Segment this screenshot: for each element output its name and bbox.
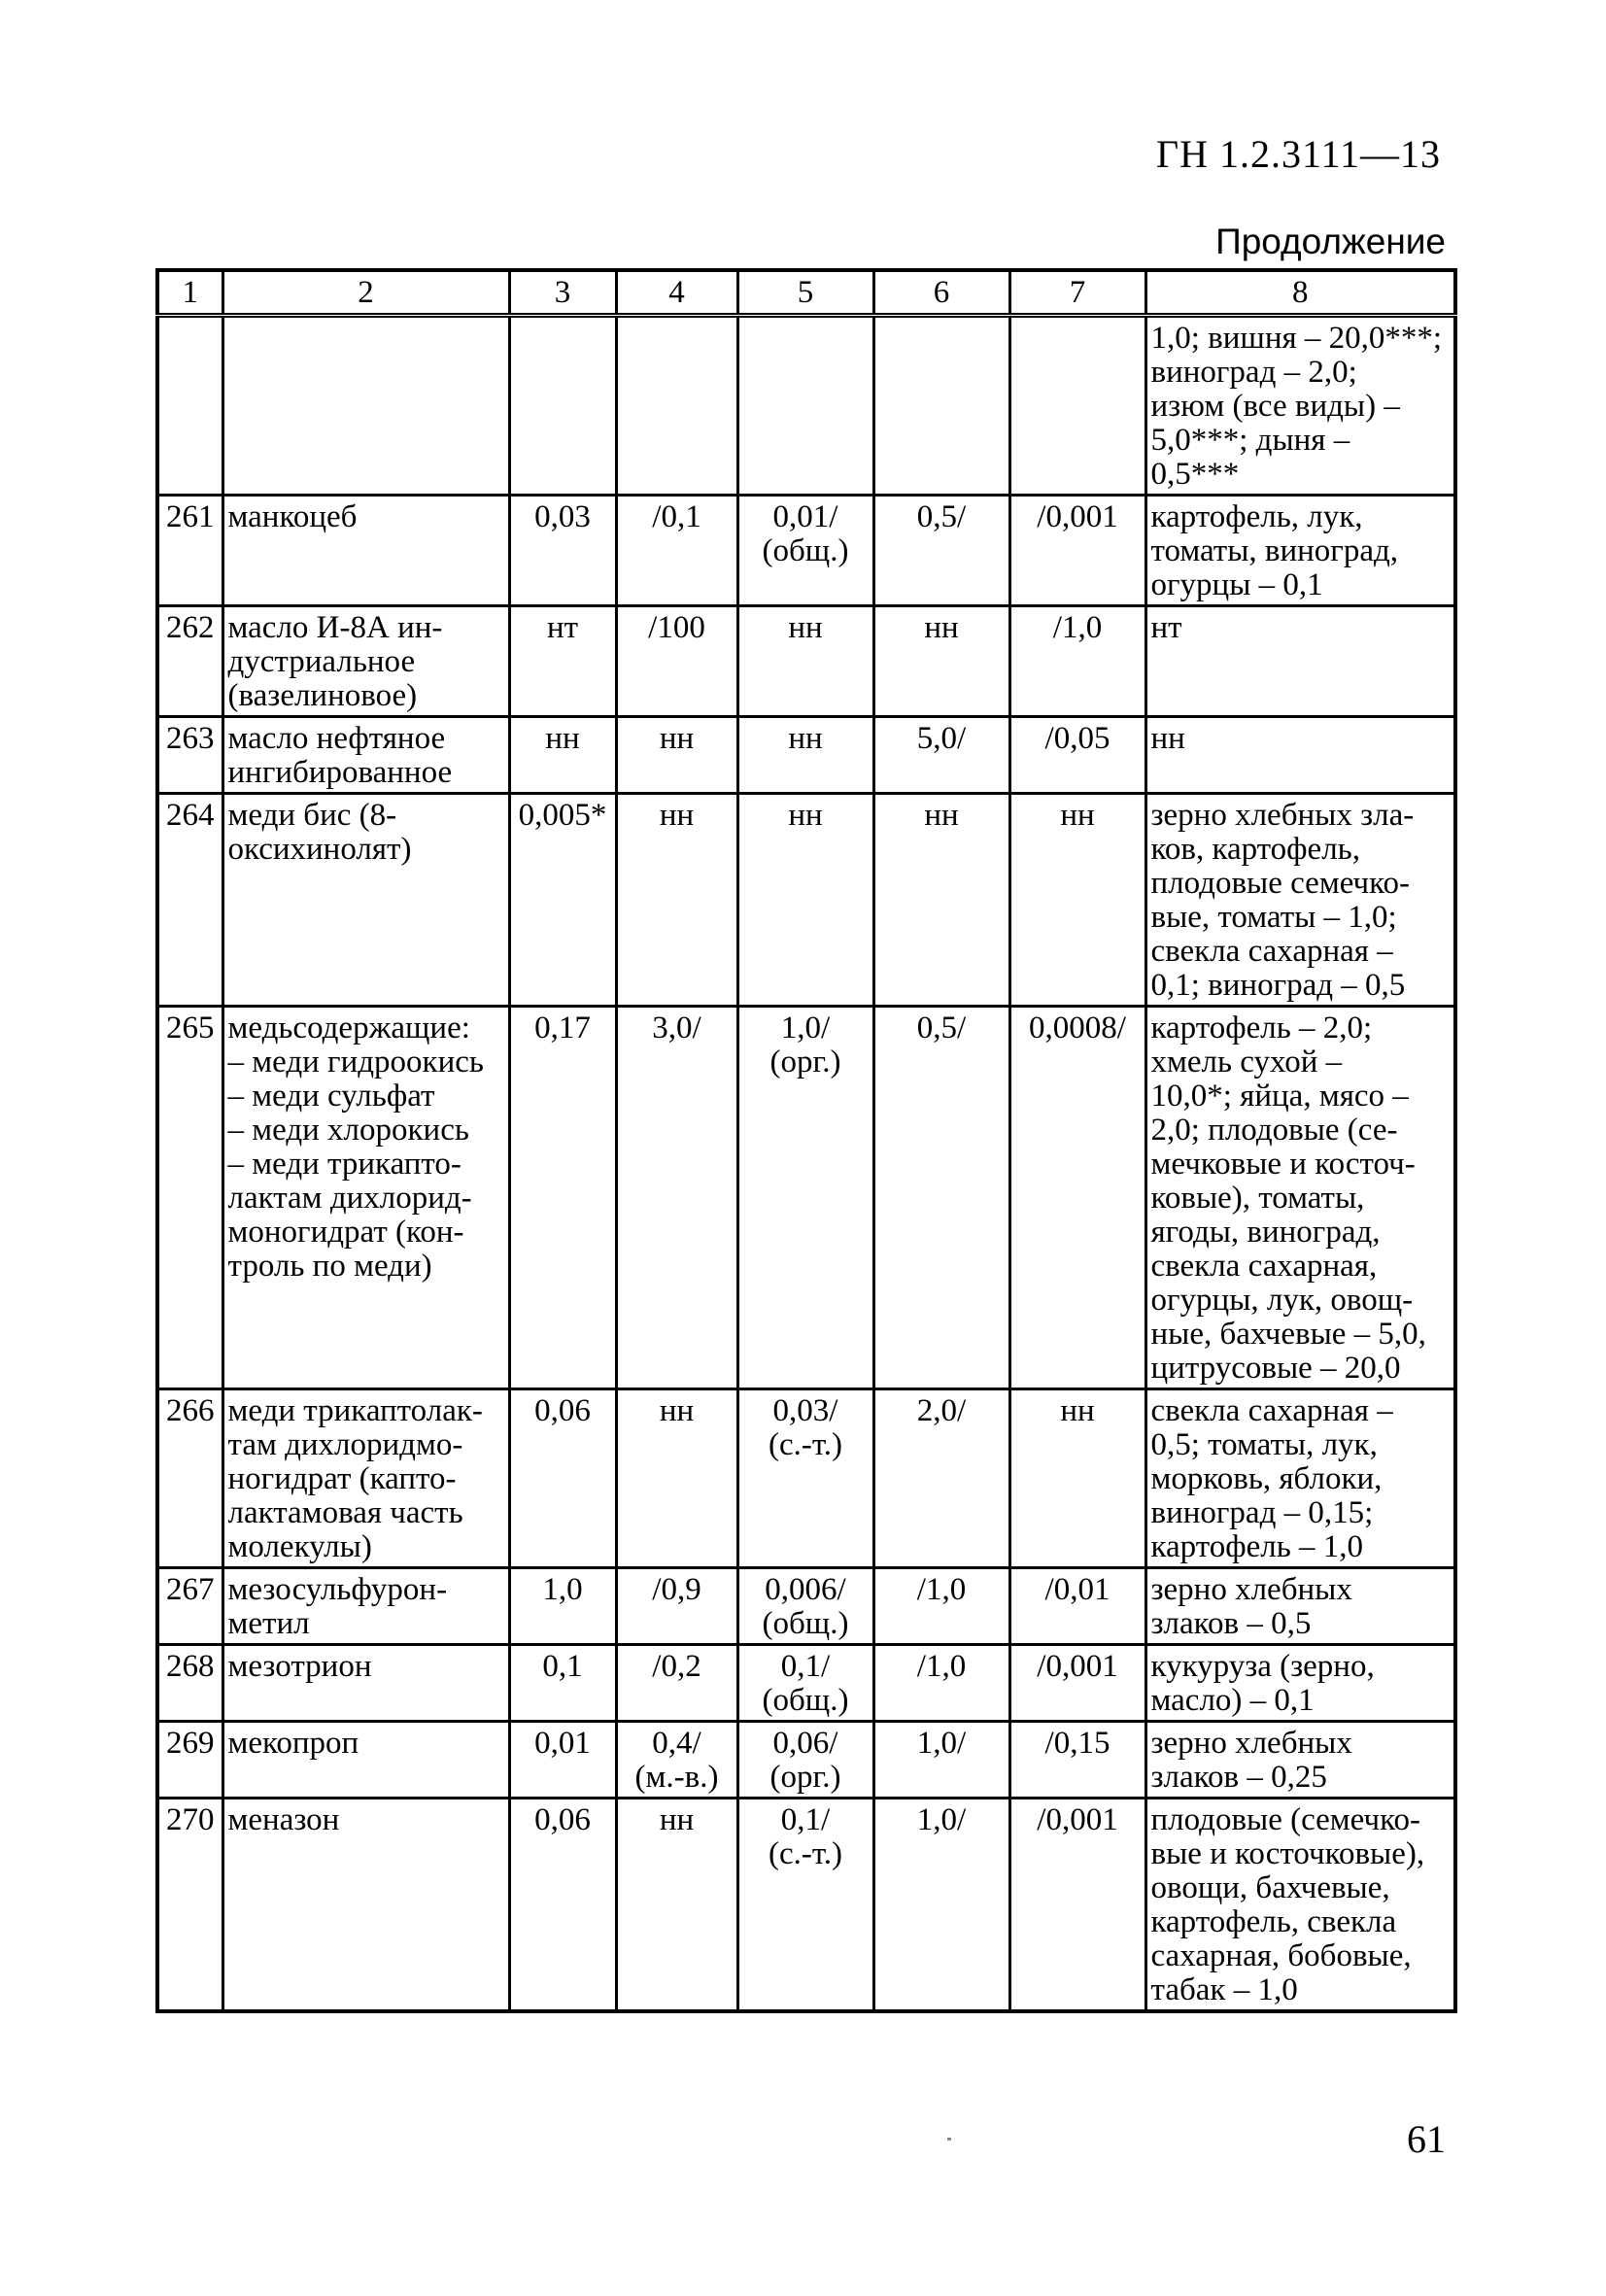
column-header: 7	[1009, 270, 1145, 316]
substance-name-cell: меди трикаптолак- там дихлоридмо- ногидрат (капто- лактамовая часть молекулы)	[222, 1389, 509, 1568]
column-header: 5	[737, 270, 873, 316]
table-cell: 0,06/ (орг.)	[737, 1722, 873, 1799]
substance-name-cell: мезотрион	[222, 1645, 509, 1722]
row-number-cell: 261	[157, 496, 222, 606]
table-cell: 0,01/ (общ.)	[737, 496, 873, 606]
table-cell: /0,001	[1009, 1799, 1145, 2012]
table-cell	[157, 316, 222, 496]
table-row	[157, 717, 1455, 794]
table-cell: /0,15	[1009, 1722, 1145, 1799]
row-number-cell: 270	[157, 1799, 222, 2012]
table-cell: /0,01	[1009, 1568, 1145, 1645]
table-cell: 1,0/	[873, 1799, 1009, 2012]
table-cell: /0,1	[616, 496, 737, 606]
page-number: 61	[1407, 2117, 1446, 2161]
row-number-cell: 267	[157, 1568, 222, 1645]
table-cell: 3,0/	[616, 1007, 737, 1389]
table-cell: 0,0008/	[1009, 1007, 1145, 1389]
row-number-cell: 266	[157, 1389, 222, 1568]
table-cell: 0,5/	[873, 496, 1009, 606]
table-row	[157, 1568, 1455, 1645]
table-row	[157, 1007, 1455, 1389]
residue-levels-cell: плодовые (семечко- вые и косточковые), овощи, бахчевые, картофель, свекла сахарная, бобовые, табак – 1,0	[1145, 1799, 1455, 2012]
residue-levels-cell: картофель, лук, томаты, виноград, огурцы – 0,1	[1145, 496, 1455, 606]
carry-over-row	[157, 316, 1455, 496]
column-header: 3	[509, 270, 616, 316]
residue-levels-cell: картофель – 2,0; хмель сухой – 10,0*; яйца, мясо – 2,0; плодовые (се- мечковые и косточ- ковые), томаты, ягоды, виноград, свекла сахарная, огурцы, лук, овощ- ные, бахчевые – 5,0, цитрусовые – 20,0	[1145, 1007, 1455, 1389]
scan-speck	[947, 2138, 951, 2141]
residue-levels-cell: зерно хлебных зла- ков, картофель, плодовые семечко- вые, томаты – 1,0; свекла сахарная – 0,1; виноград – 0,5	[1145, 794, 1455, 1007]
table-cell	[222, 316, 509, 496]
table-cell: /100	[616, 606, 737, 717]
row-number-cell: 263	[157, 717, 222, 794]
table-cell: /0,001	[1009, 496, 1145, 606]
residue-levels-cell: нт	[1145, 606, 1455, 717]
table-row	[157, 794, 1455, 1007]
column-header: 2	[222, 270, 509, 316]
table-cell: 0,03	[509, 496, 616, 606]
table-cell: нн	[873, 794, 1009, 1007]
table-row	[157, 1645, 1455, 1722]
table-cell: /0,2	[616, 1645, 737, 1722]
table-cell: 0,4/ (м.-в.)	[616, 1722, 737, 1799]
table-cell: 0,006/ (общ.)	[737, 1568, 873, 1645]
table-cell: 0,1	[509, 1645, 616, 1722]
table-cell	[737, 316, 873, 496]
column-header: 1	[157, 270, 222, 316]
substance-name-cell: меди бис (8- оксихинолят)	[222, 794, 509, 1007]
table-cell: 0,005*	[509, 794, 616, 1007]
table-cell: /0,9	[616, 1568, 737, 1645]
table-cell: нн	[1009, 794, 1145, 1007]
table-cell	[873, 316, 1009, 496]
table-row	[157, 606, 1455, 717]
column-header: 6	[873, 270, 1009, 316]
table-cell: /1,0	[1009, 606, 1145, 717]
table-cell: /0,001	[1009, 1645, 1145, 1722]
table-cell: 0,17	[509, 1007, 616, 1389]
table-cell: нн	[873, 606, 1009, 717]
table-cell: 1,0/	[873, 1722, 1009, 1799]
table-cell: нн	[737, 606, 873, 717]
residue-levels-cell: зерно хлебных злаков – 0,25	[1145, 1722, 1455, 1799]
row-number-cell: 264	[157, 794, 222, 1007]
table-cell	[1009, 316, 1145, 496]
table-cell	[509, 316, 616, 496]
table-row	[157, 496, 1455, 606]
row-number-cell: 265	[157, 1007, 222, 1389]
table-cell: нн	[616, 717, 737, 794]
table-cell: 0,1/ (с.-т.)	[737, 1799, 873, 2012]
table-cell: нн	[1009, 1389, 1145, 1568]
table-cell: 0,06	[509, 1389, 616, 1568]
table-cell: 0,01	[509, 1722, 616, 1799]
table-cell: /0,05	[1009, 717, 1145, 794]
substance-name-cell: манкоцеб	[222, 496, 509, 606]
table-cell: /1,0	[873, 1645, 1009, 1722]
table-cell: 5,0/	[873, 717, 1009, 794]
table-cell: 0,1/ (общ.)	[737, 1645, 873, 1722]
hygiene-standards-table	[155, 268, 1457, 2013]
table-cell: 0,06	[509, 1799, 616, 2012]
substance-name-cell: мезосульфурон- метил	[222, 1568, 509, 1645]
table-cell: 0,5/	[873, 1007, 1009, 1389]
column-header-row	[157, 270, 1455, 316]
substance-name-cell: масло нефтяное ингибированное	[222, 717, 509, 794]
table-cell: нн	[737, 794, 873, 1007]
residue-levels-cell: зерно хлебных злаков – 0,5	[1145, 1568, 1455, 1645]
continuation-label: Продолжение	[1215, 222, 1446, 261]
substance-name-cell: мекопроп	[222, 1722, 509, 1799]
row-number-cell: 262	[157, 606, 222, 717]
row-number-cell: 269	[157, 1722, 222, 1799]
table-cell: нн	[616, 1389, 737, 1568]
substance-name-cell: масло И-8А ин- дустриальное (вазелиновое)	[222, 606, 509, 717]
residue-levels-cell: свекла сахарная – 0,5; томаты, лук, морковь, яблоки, виноград – 0,15; картофель – 1,0	[1145, 1389, 1455, 1568]
table-cell: нн	[509, 717, 616, 794]
table-row	[157, 1389, 1455, 1568]
row-number-cell: 268	[157, 1645, 222, 1722]
table-cell: нт	[509, 606, 616, 717]
substance-name-cell: медьсодержащие: – меди гидроокись – меди сульфат – меди хлорокись – меди трикапто- лактам дихлорид- моногидрат (кон- троль по меди)	[222, 1007, 509, 1389]
table-row	[157, 1799, 1455, 2012]
table-cell: нн	[616, 1799, 737, 2012]
table-cell: нн	[737, 717, 873, 794]
table-cell: 1,0/ (орг.)	[737, 1007, 873, 1389]
table-cell: 0,03/ (с.-т.)	[737, 1389, 873, 1568]
table-cell	[616, 316, 737, 496]
table-cell: нн	[616, 794, 737, 1007]
table-cell: /1,0	[873, 1568, 1009, 1645]
document-code: ГН 1.2.3111—13	[1155, 132, 1441, 176]
substance-name-cell: меназон	[222, 1799, 509, 2012]
table-cell: 1,0	[509, 1568, 616, 1645]
table-row	[157, 1722, 1455, 1799]
column-header: 4	[616, 270, 737, 316]
residue-levels-cell: нн	[1145, 717, 1455, 794]
table-cell: 2,0/	[873, 1389, 1009, 1568]
residue-levels-cell: 1,0; вишня – 20,0***; виноград – 2,0; изюм (все виды) – 5,0***; дыня – 0,5***	[1145, 316, 1455, 496]
residue-levels-cell: кукуруза (зерно, масло) – 0,1	[1145, 1645, 1455, 1722]
column-header: 8	[1145, 270, 1455, 316]
